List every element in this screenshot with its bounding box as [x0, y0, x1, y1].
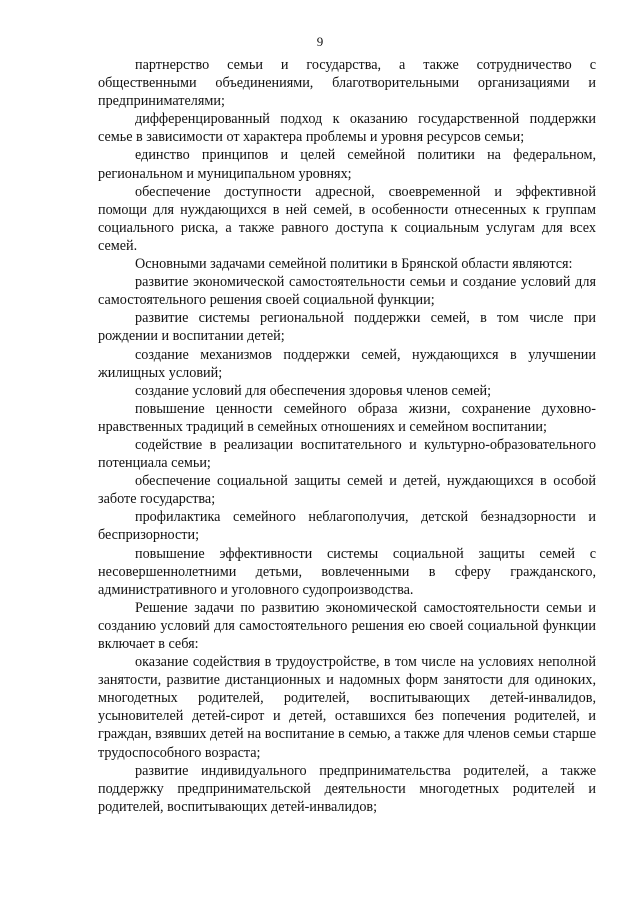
paragraph: дифференцированный подход к оказанию государственной поддержки семье в зависимости от характера проблемы и уровня ресурсов семьи; — [98, 111, 596, 146]
paragraph: повышение ценности семейного образа жизни, сохранение духовно-нравственных традиций в семейных отношениях и семейном воспитании; — [98, 400, 596, 435]
paragraph: оказание содействия в трудоустройстве, в том числе на условиях неполной занятости, развитие дистанционных и надомных форм занятости для одиноких, многодетных родителей, родителей, воспитывающих детей-инвалидов, усыновителей детей-сирот и детей, оставшихся без попечения родителей, и граждан, взявших детей на воспитание в семью, а также для членов семьи старше трудоспособного возраста; — [98, 654, 596, 761]
paragraph: Решение задачи по развитию экономической самостоятельности семьи и созданию условий для самостоятельного решения ею своей социальной функции включает в себя: — [98, 599, 596, 652]
paragraph: развитие системы региональной поддержки семей, в том числе при рождении и воспитании детей; — [98, 310, 596, 345]
paragraph: профилактика семейного неблагополучия, детской безнадзорности и беспризорности; — [98, 509, 596, 544]
paragraph: повышение эффективности системы социальной защиты семей с несовершеннолетними детьми, вовлеченными в сферу гражданского, административного и уголовного судопроизводства. — [98, 545, 596, 598]
paragraph: партнерство семьи и государства, а также сотрудничество с общественными объединениями, благотворительными организациями и предпринимателями; — [98, 57, 596, 110]
paragraph: развитие индивидуального предпринимательства родителей, а также поддержку предпринимательской деятельности многодетных родителей и родителей, воспитывающих детей-инвалидов; — [98, 762, 596, 815]
paragraph: обеспечение социальной защиты семей и детей, нуждающихся в особой заботе государства; — [98, 473, 596, 508]
paragraph: единство принципов и целей семейной политики на федеральном, региональном и муниципальном уровнях; — [98, 147, 596, 182]
paragraph: обеспечение доступности адресной, своевременной и эффективной помощи для нуждающихся в ней семей, в особенности отнесенных к группам социального риска, а также равного доступа к социальным услугам для всех семей. — [98, 183, 596, 254]
paragraph: создание условий для обеспечения здоровья членов семей; — [135, 382, 492, 399]
paragraph: Основными задачами семейной политики в Брянской области являются: — [135, 256, 573, 273]
document-body — [98, 56, 596, 816]
paragraph: содействие в реализации воспитательного и культурно-образовательного потенциала семьи; — [98, 436, 596, 472]
page-number: 9 — [316, 34, 324, 49]
paragraph: создание механизмов поддержки семей, нуждающихся в улучшении жилищных условий; — [98, 346, 596, 381]
paragraph: развитие экономической самостоятельности семьи и создание условий для самостоятельного решения своей социальной функции; — [98, 274, 596, 309]
